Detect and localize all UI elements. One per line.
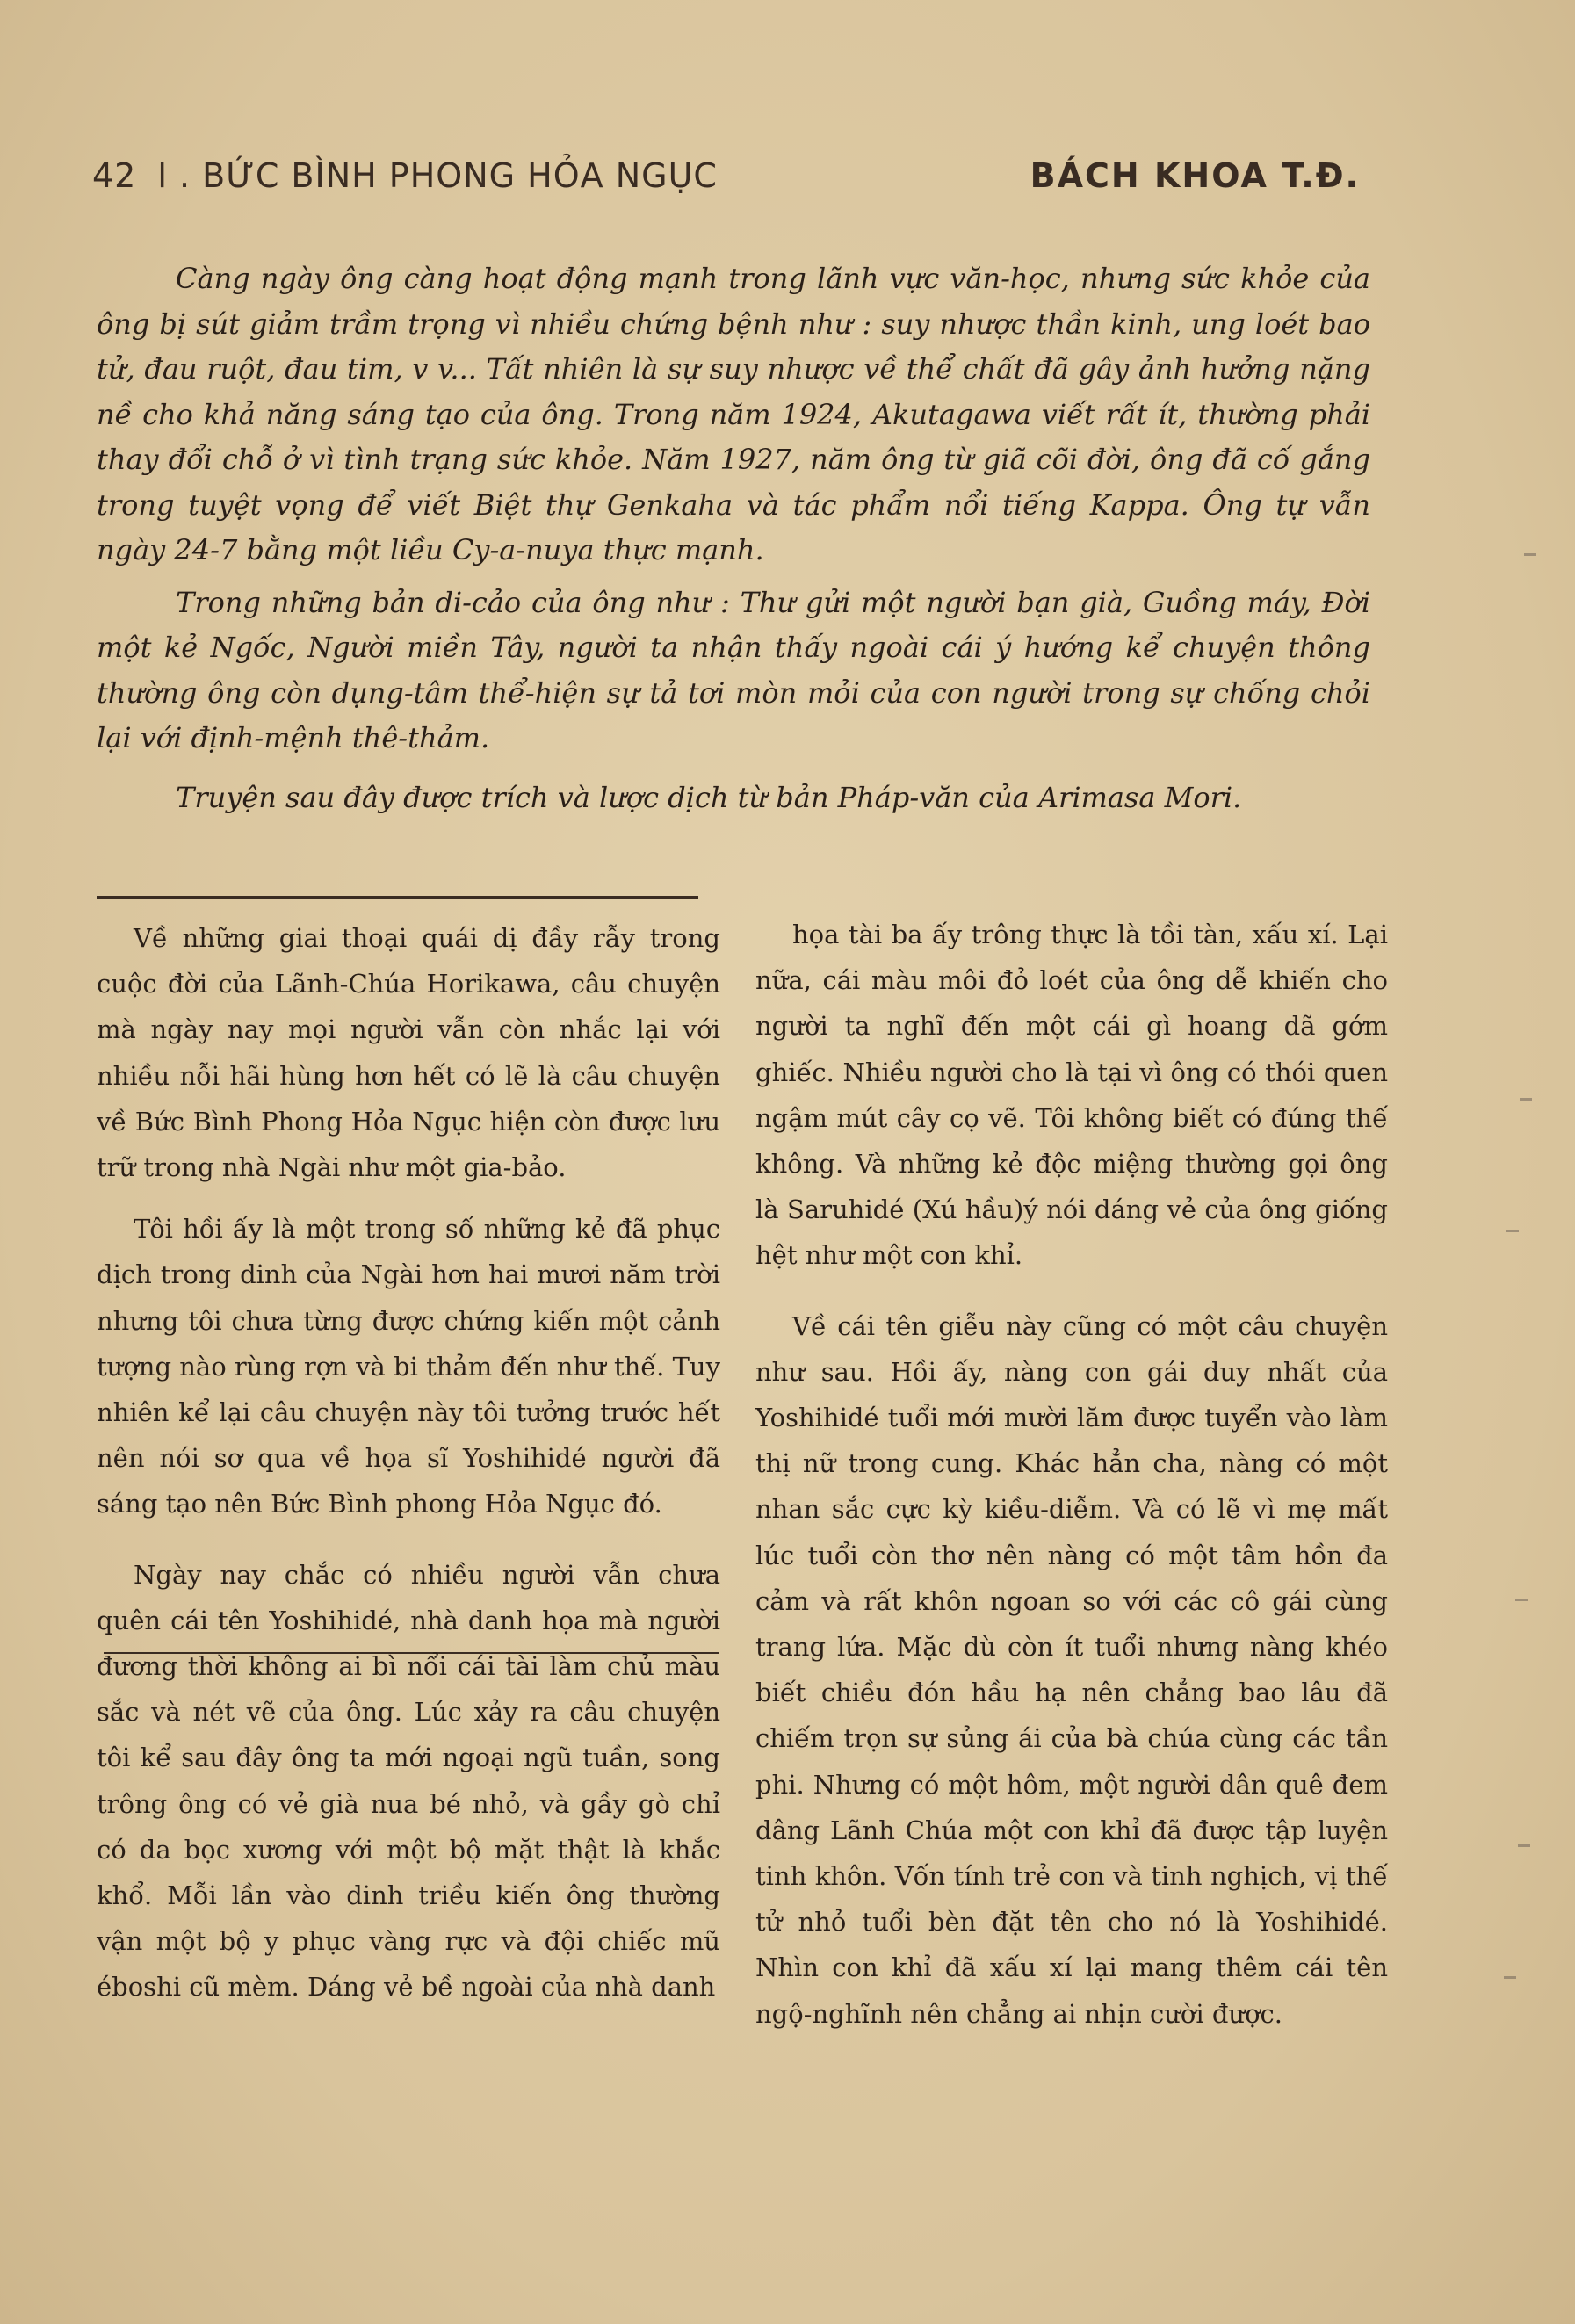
intro-paragraph: Truyện sau đây được trích và lược dịch từ bản Pháp-văn của Arimasa Mori. (176, 780, 1242, 814)
ink-speck (1506, 1230, 1519, 1232)
intro-paragraph: Trong những bản di-cảo của ông như : Thư gửi một người bạn già, Guồng máy, Đời một kẻ Ngốc, Người miền Tây, người ta nhận thấy ngoài cái ý hướng kể chuyện thông thường ông còn dụng-tâm thể-hiện sự tả tơi mòn mỏi của con người trong sự chống chỏi lại với định-mệnh thê-thảm. (97, 585, 1370, 754)
ink-speck (1524, 553, 1536, 556)
ink-speck (1518, 1844, 1530, 1847)
ink-speck (1520, 1098, 1532, 1101)
page-header (92, 156, 1360, 195)
body-paragraph: Tôi hồi ấy là một trong số những kẻ đã phục dịch trong dinh của Ngài hơn hai mươi năm trời nhưng tôi chưa từng được chứng kiến một cảnh tượng nào rùng rợn và bi thảm đến như thế. Tuy nhiên kể lại câu chuyện này tôi tưởng trước hết nên nói sơ qua về họa sĩ Yoshihidé người đã sáng tạo nên Bức Bình phong Hỏa Ngục đó. (97, 1214, 720, 1519)
body-paragraph: Ngày nay chắc có nhiều người vẫn chưa quên cái tên Yoshihidé, nhà danh họa mà người đương thời không ai bì nổi cái tài làm chủ màu sắc và nét vẽ của ông. Lúc xảy ra câu chuyện tôi kể sau đây ông ta mới ngoại ngũ tuần, song trông ông có vẻ già nua bé nhỏ, và gầy gò chỉ có da bọc xương với một bộ mặt thật là khắc khổ. Mỗi lần vào dinh triều kiến ông thường vận một bộ y phục vàng rực và đội chiếc mũ éboshi cũ mèm. Dáng vẻ bề ngoài của nhà danh (97, 1559, 720, 2003)
ink-speck (1515, 1599, 1528, 1601)
ink-speck (1504, 1976, 1516, 1979)
body-paragraph: Về cái tên giễu này cũng có một câu chuyện như sau. Hồi ấy, nàng con gái duy nhất của Yoshihidé tuổi mới mười lăm được tuyển vào làm thị nữ trong cung. Khác hẳn cha, nàng có một nhan sắc cực kỳ kiều-diễm. Và có lẽ vì mẹ mất lúc tuổi còn thơ nên nàng có một tâm hồn đa cảm và rất khôn ngoan so với các cô gái cùng trang lứa. Mặc dù còn ít tuổi nhưng nàng khéo biết chiều đón hầu hạ nên chẳng bao lâu đã chiếm trọn sự sủng ái của bà chúa cùng các tần phi. Nhưng có một hôm, một người dân quê đem dâng Lãnh Chúa một con khỉ đã được tập luyện tinh khôn. Vốn tính trẻ con và tinh nghịch, vị thế tử nhỏ tuổi bèn đặt tên cho nó là Yoshihidé. Nhìn con khỉ đã xấu xí lại mang thêm cái tên ngộ-nghĩnh nên chẳng ai nhịn cười được. (755, 1310, 1388, 2029)
magazine-name: BÁCH KHOA T.Đ. (1030, 156, 1360, 195)
intro-section (97, 256, 1370, 820)
page-number: 42 (92, 156, 137, 195)
chapter-title: l . BỨC BÌNH PHONG HỎA NGỤC (157, 156, 718, 195)
left-column (97, 915, 720, 2010)
separator-rule (97, 896, 698, 899)
body-paragraph: họa tài ba ấy trông thực là tồi tàn, xấu xí. Lại nữa, cái màu môi đỏ loét của ông dễ khiến cho người ta nghĩ đến một cái gì hoang dã gớm ghiếc. Nhiều người cho là tại vì ông có thói quen ngậm mút cây cọ vẽ. Tôi không biết có đúng thế không. Và những kẻ độc miệng thường gọi ông là Saruhidé (Xú hầu)ý nói dáng vẻ của ông giống hệt như một con khỉ. (755, 920, 1388, 1271)
right-column (755, 912, 1388, 2037)
body-paragraph: Về những giai thoại quái dị đầy rẫy trong cuộc đời của Lãnh-Chúa Horikawa, câu chuyện mà ngày nay mọi người vẫn còn nhắc lại với nhiều nỗi hãi hùng hơn hết có lẽ là câu chuyện về Bức Bình Phong Hỏa Ngục hiện còn được lưu trữ trong nhà Ngài như một gia-bảo. (97, 923, 720, 1183)
intro-paragraph: Càng ngày ông càng hoạt động mạnh trong lãnh vực văn-học, nhưng sức khỏe của ông bị sút giảm trầm trọng vì nhiều chứng bệnh như : suy nhược thần kinh, ung loét bao tử, đau ruột, đau tim, v v... Tất nhiên là sự suy nhược về thể chất đã gây ảnh hưởng nặng nề cho khả năng sáng tạo của ông. Trong năm 1924, Akutagawa viết rất ít, thường phải thay đổi chỗ ở vì tình trạng sức khỏe. Năm 1927, năm ông từ giã cõi đời, ông đã cố gắng trong tuyệt vọng để viết Biệt thự Genkaha và tác phẩm nổi tiếng Kappa. Ông tự vẫn ngày 24-7 bằng một liều Cy-a-nuya thực mạnh. (97, 262, 1370, 567)
